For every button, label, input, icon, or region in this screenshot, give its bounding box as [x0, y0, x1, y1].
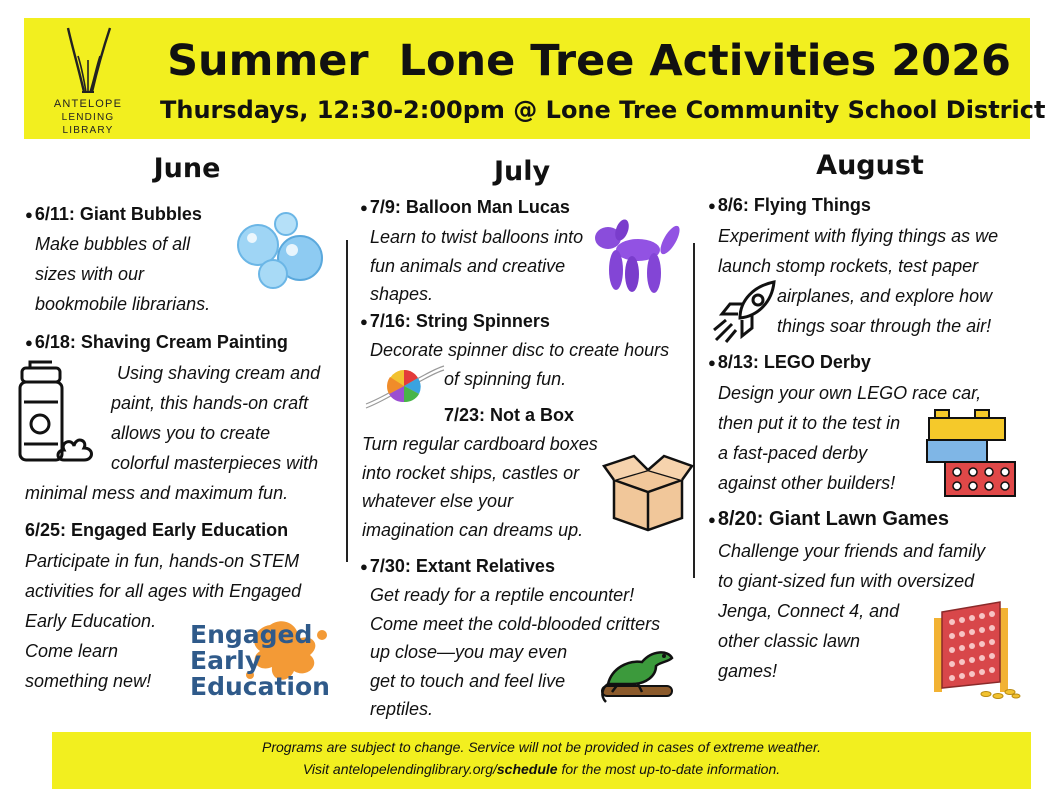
event-title: 7/9: Balloon Man Lucas [369, 197, 570, 217]
description-line: up close—you may even [370, 642, 568, 662]
lego-bricks-icon [925, 408, 1020, 498]
logo-text-line2: LENDING LIBRARY [61, 112, 115, 136]
footer-link-schedule[interactable]: schedule [496, 761, 558, 777]
event-july-23 [444, 405, 574, 426]
event-title: 6/18: Shaving Cream Painting [34, 332, 288, 352]
description-line: to giant-sized fun with oversized [718, 571, 975, 591]
logo-word: Engaged [190, 620, 313, 649]
description-line: fun animals and creative [370, 255, 566, 276]
antelope-logo [38, 26, 138, 136]
shaving-cream-icon [18, 362, 98, 462]
event-title: 7/23: Not a Box [444, 405, 575, 425]
description-line: Learn to twist balloons into [370, 227, 584, 247]
description-line: Make bubbles of all [35, 234, 191, 254]
description-line: a fast-paced derby [718, 443, 868, 463]
event-august-6: ● 8/6: Flying Things [708, 195, 871, 215]
logo-word: Early [190, 646, 262, 675]
event-title: 8/20: Giant Lawn Games [717, 508, 950, 530]
rocket-icon [710, 278, 780, 348]
event-title: 8/13: LEGO Derby [717, 352, 871, 372]
description-line: of spinning fun. [444, 368, 567, 389]
event-june-25 [25, 520, 288, 541]
balloon-dog-icon [592, 218, 692, 298]
description-line: Get ready for a reptile encounter! [370, 585, 635, 605]
event-june-11: ● 6/11: Giant Bubbles [25, 204, 202, 224]
description-line: Using shaving cream and [117, 363, 321, 383]
lizard-icon [598, 640, 678, 710]
description-line: Challenge your friends and family [718, 541, 986, 561]
event-description [370, 223, 583, 309]
antelope-horns-icon [38, 26, 138, 96]
description-line: allows you to create [111, 423, 271, 443]
description-line: Turn regular cardboard boxes [362, 434, 598, 454]
event-title: 7/30: Extant Relatives [369, 556, 555, 576]
description-line: launch stomp rockets, test paper [718, 256, 979, 276]
description-line: into rocket ships, castles or [362, 462, 580, 483]
description-line: Early Education. [25, 611, 157, 631]
event-description [362, 430, 598, 544]
event-july-9: ● 7/9: Balloon Man Lucas [360, 197, 570, 217]
event-title: 8/6: Flying Things [717, 195, 871, 215]
footer-banner [52, 732, 1031, 789]
event-description [35, 229, 210, 319]
event-title: 6/25: Engaged Early Education [25, 520, 289, 540]
description-line: Come learn [25, 641, 119, 661]
logo-word: Education [190, 672, 330, 701]
description-line: Experiment with flying things as we [718, 226, 999, 246]
description-line: minimal mess and maximum fun. [25, 483, 289, 503]
description-line: other classic lawn [718, 631, 861, 651]
event-august-20: ● 8/20: Giant Lawn Games [708, 508, 950, 530]
month-august-heading: August [816, 150, 924, 181]
event-title: 7/16: String Spinners [369, 311, 550, 331]
description-line: airplanes, and explore how [777, 286, 993, 306]
description-line: sizes with our [35, 264, 145, 284]
event-july-16: ● 7/16: String Spinners [360, 311, 550, 331]
engaged-early-education-logo [190, 622, 340, 700]
logo-text-line1: ANTELOPE [53, 98, 123, 110]
event-july-30: ● 7/30: Extant Relatives [360, 556, 555, 576]
description-line: colorful masterpieces with [111, 453, 319, 473]
bubbles-icon [228, 210, 328, 290]
event-title: 6/11: Giant Bubbles [34, 204, 202, 224]
header-banner [24, 18, 1046, 139]
description-line: things soar through the air! [777, 316, 992, 336]
description-line: paint, this hands-on craft [111, 393, 309, 413]
description-line: Jenga, Connect 4, and [718, 601, 900, 621]
page-title: Summer Lone Tree Activities 2026 [167, 36, 1011, 86]
footer-link-prefix: Visit antelopelendinglibrary.org/ [302, 761, 497, 777]
description-line: get to touch and feel live [370, 670, 566, 691]
description-line: then put it to the test in [718, 413, 901, 433]
description-line: Participate in fun, hands-on STEM [25, 551, 300, 571]
description-line: Come meet the cold-blooded critters [370, 613, 661, 634]
footer-disclaimer: Programs are subject to change. Service will not be provided in cases of extreme weather. [262, 739, 821, 755]
event-august-13: ● 8/13: LEGO Derby [708, 352, 871, 372]
description-line: shapes. [370, 284, 434, 304]
description-line: whatever else your [362, 491, 514, 511]
connect-four-icon [930, 598, 1020, 698]
description-line: imagination can dreams up. [362, 519, 584, 540]
string-spinner-icon [366, 364, 446, 414]
description-line: reptiles. [370, 699, 434, 719]
footer-link-suffix: for the most up-to-date information. [557, 761, 781, 777]
cardboard-box-icon [604, 452, 694, 532]
description-line: something new! [25, 671, 152, 691]
footer-link-line [52, 761, 1031, 777]
month-july-heading: July [493, 156, 551, 187]
page-subtitle: Thursdays, 12:30-2:00pm @ Lone Tree Community School District [160, 96, 1046, 124]
description-line: against other builders! [718, 473, 896, 493]
description-line: Decorate spinner disc to create hours [370, 340, 670, 360]
description-line: activities for all ages with Engaged [25, 581, 302, 601]
description-line: Design your own LEGO race car, [718, 383, 982, 403]
event-june-18: ● 6/18: Shaving Cream Painting [25, 332, 288, 352]
description-line: games! [718, 661, 778, 681]
month-june-heading: June [153, 153, 221, 184]
description-line: bookmobile librarians. [35, 294, 211, 314]
column-divider-left [346, 240, 348, 562]
